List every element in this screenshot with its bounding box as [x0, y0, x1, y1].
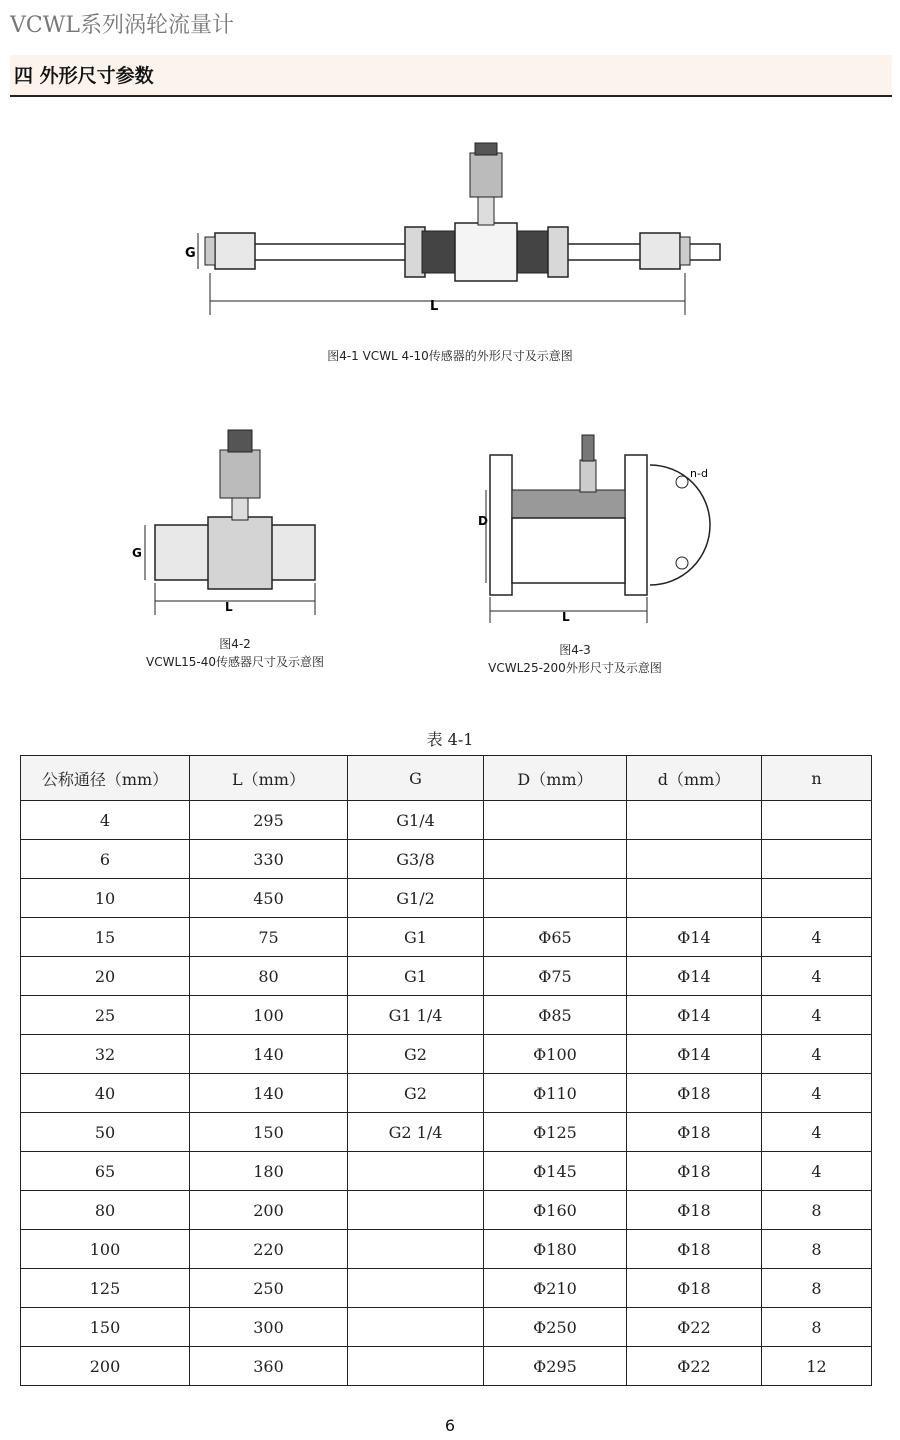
figure-4-2-drawing: [120, 415, 350, 620]
table-cell: 75: [190, 918, 348, 957]
table-cell: 4: [762, 1074, 872, 1113]
table-row: [21, 996, 872, 1035]
table-cell: Φ145: [484, 1152, 627, 1191]
table-cell: [627, 840, 762, 879]
table-cell: Φ22: [627, 1347, 762, 1386]
table-cell: 4: [21, 801, 190, 840]
table-header-cell: G: [348, 756, 484, 801]
table-row: [21, 957, 872, 996]
table-cell: 80: [190, 957, 348, 996]
table-cell: G1 1/4: [348, 996, 484, 1035]
table-cell: G2: [348, 1035, 484, 1074]
figure-4-2-label-l: L: [225, 600, 233, 614]
table-cell: [627, 801, 762, 840]
table-cell: Φ14: [627, 996, 762, 1035]
table-cell: Φ125: [484, 1113, 627, 1152]
figure-4-1-caption: 图4-1 VCWL 4-10传感器的外形尺寸及示意图: [327, 349, 573, 363]
table-cell: G1: [348, 957, 484, 996]
table-cell: 4: [762, 918, 872, 957]
table-cell: 150: [21, 1308, 190, 1347]
table-cell: Φ250: [484, 1308, 627, 1347]
table-cell: [348, 1308, 484, 1347]
table-cell: G2: [348, 1074, 484, 1113]
figure-4-1: [150, 125, 750, 375]
table-cell: G1/2: [348, 879, 484, 918]
figure-4-1-label-l: L: [430, 299, 439, 314]
table-cell: 4: [762, 1152, 872, 1191]
table-header-cell: n: [762, 756, 872, 801]
table-row: [21, 1347, 872, 1386]
table-cell: 4: [762, 996, 872, 1035]
table-cell: 10: [21, 879, 190, 918]
table-cell: Φ75: [484, 957, 627, 996]
table-cell: [348, 1230, 484, 1269]
page-number: 6: [444, 1416, 456, 1435]
figure-4-3-caption-line1: 图4-3: [559, 643, 591, 657]
section-title: 四 外形尺寸参数: [14, 65, 154, 87]
spec-table: [20, 755, 872, 1386]
table-cell: G3/8: [348, 840, 484, 879]
table-cell: 6: [21, 840, 190, 879]
table-cell: 330: [190, 840, 348, 879]
table-cell: 150: [190, 1113, 348, 1152]
table-cell: 450: [190, 879, 348, 918]
table-cell: 100: [190, 996, 348, 1035]
table-cell: Φ22: [627, 1308, 762, 1347]
table-cell: 40: [21, 1074, 190, 1113]
table-cell: 32: [21, 1035, 190, 1074]
table-cell: Φ85: [484, 996, 627, 1035]
table-cell: 295: [190, 801, 348, 840]
table-cell: 140: [190, 1035, 348, 1074]
table-cell: G1/4: [348, 801, 484, 840]
table-cell: 65: [21, 1152, 190, 1191]
table-header-cell: D（mm）: [484, 756, 627, 801]
table-header-cell: L（mm）: [190, 756, 348, 801]
table-cell: Φ18: [627, 1074, 762, 1113]
table-cell: 80: [21, 1191, 190, 1230]
table-cell: 4: [762, 957, 872, 996]
table-cell: Φ100: [484, 1035, 627, 1074]
figure-4-3-label-l: L: [562, 610, 570, 624]
table-cell: 8: [762, 1308, 872, 1347]
table-row: [21, 840, 872, 879]
table-cell: Φ18: [627, 1113, 762, 1152]
document-header: VCWL系列涡轮流量计: [10, 13, 234, 38]
table-cell: Φ295: [484, 1347, 627, 1386]
table-cell: 180: [190, 1152, 348, 1191]
table-cell: G2 1/4: [348, 1113, 484, 1152]
table-cell: 140: [190, 1074, 348, 1113]
table-header-cell: d（mm）: [627, 756, 762, 801]
figure-4-2-caption-line2: VCWL15-40传感器尺寸及示意图: [145, 655, 324, 669]
table-cell: Φ210: [484, 1269, 627, 1308]
figure-4-3-label-d: D: [478, 514, 488, 528]
table-cell: 100: [21, 1230, 190, 1269]
table-cell: 4: [762, 1113, 872, 1152]
table-cell: 220: [190, 1230, 348, 1269]
table-cell: 8: [762, 1269, 872, 1308]
table-cell: Φ18: [627, 1269, 762, 1308]
table-cell: Φ14: [627, 1035, 762, 1074]
table-header-cell: 公称通径（mm）: [21, 756, 190, 801]
table-cell: [762, 801, 872, 840]
table-cell: 50: [21, 1113, 190, 1152]
figure-4-1-drawing: [150, 125, 750, 340]
table-row: [21, 1074, 872, 1113]
table-cell: 15: [21, 918, 190, 957]
figure-4-3: [460, 415, 720, 680]
table-cell: 200: [21, 1347, 190, 1386]
table-cell: 200: [190, 1191, 348, 1230]
table-row: [21, 1230, 872, 1269]
table-cell: 360: [190, 1347, 348, 1386]
table-row: [21, 879, 872, 918]
table-header-row: [21, 756, 872, 801]
table-row: [21, 918, 872, 957]
table-cell: [627, 879, 762, 918]
table-cell: 250: [190, 1269, 348, 1308]
figure-4-3-caption-line2: VCWL25-200外形尺寸及示意图: [488, 661, 662, 675]
table-cell: [348, 1347, 484, 1386]
table-cell: 20: [21, 957, 190, 996]
table-row: [21, 1152, 872, 1191]
figure-4-3-drawing: [460, 415, 720, 630]
table-cell: [762, 879, 872, 918]
table-cell: [348, 1269, 484, 1308]
table-row: [21, 1035, 872, 1074]
figure-4-3-label-nd: n-d: [690, 467, 708, 480]
table-cell: G1: [348, 918, 484, 957]
table-cell: [762, 840, 872, 879]
table-cell: Φ180: [484, 1230, 627, 1269]
table-cell: Φ18: [627, 1152, 762, 1191]
table-cell: 300: [190, 1308, 348, 1347]
table-cell: Φ14: [627, 957, 762, 996]
table-cell: Φ110: [484, 1074, 627, 1113]
table-cell: [484, 840, 627, 879]
table-row: [21, 1308, 872, 1347]
table-row: [21, 1191, 872, 1230]
table-cell: [484, 801, 627, 840]
table-cell: 4: [762, 1035, 872, 1074]
table-row: [21, 1113, 872, 1152]
table-row: [21, 801, 872, 840]
table-cell: [484, 879, 627, 918]
table-cell: Φ18: [627, 1191, 762, 1230]
table-title: 表 4-1: [426, 730, 474, 749]
table-cell: Φ160: [484, 1191, 627, 1230]
table-cell: 25: [21, 996, 190, 1035]
figure-4-2-label-g: G: [132, 546, 142, 560]
table-row: [21, 1269, 872, 1308]
table-cell: 8: [762, 1230, 872, 1269]
table-cell: Φ65: [484, 918, 627, 957]
figure-4-2-caption-line1: 图4-2: [219, 637, 251, 651]
table-cell: 125: [21, 1269, 190, 1308]
table-cell: 8: [762, 1191, 872, 1230]
table-cell: [348, 1191, 484, 1230]
section-heading-bar: [10, 55, 892, 97]
table-cell: [348, 1152, 484, 1191]
table-cell: 12: [762, 1347, 872, 1386]
table-cell: Φ18: [627, 1230, 762, 1269]
figure-4-2: [120, 415, 350, 675]
table-cell: Φ14: [627, 918, 762, 957]
figure-4-1-label-g: G: [185, 246, 196, 261]
